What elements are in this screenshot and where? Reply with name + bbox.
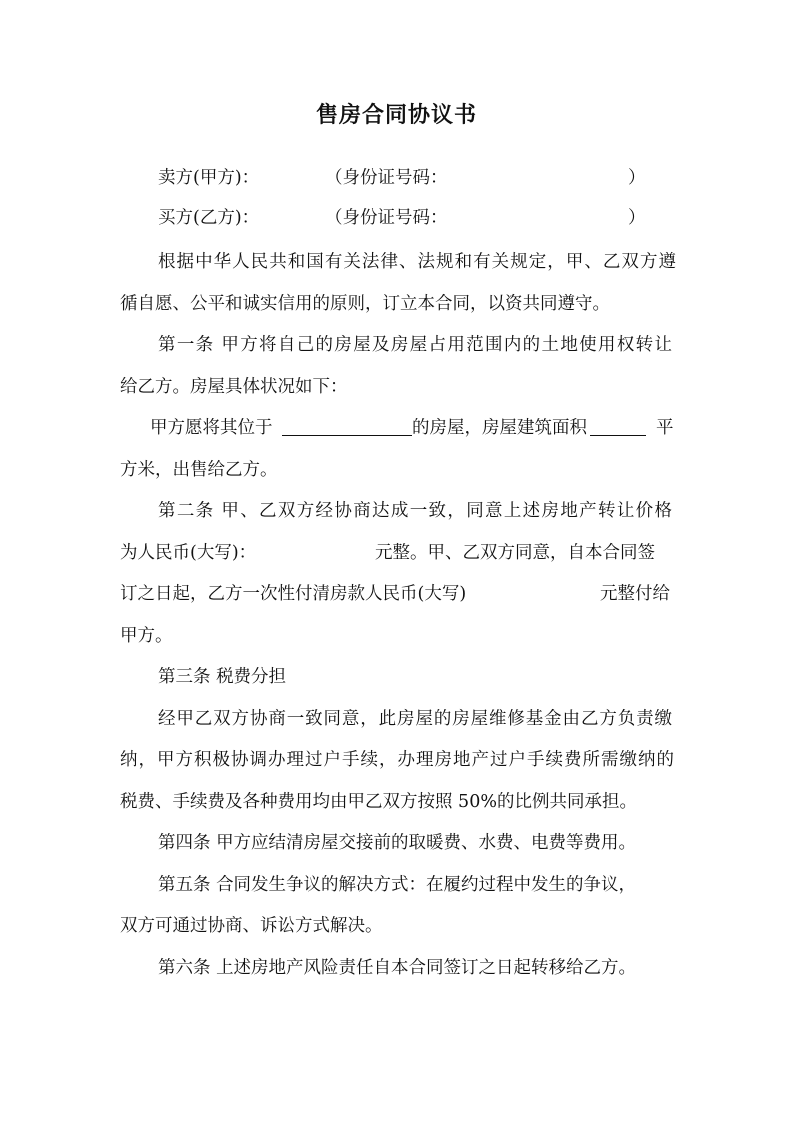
article-3-line-2: 纳，甲方积极协调办理过户手续，办理房地产过户手续费所需缴纳的 — [120, 750, 674, 770]
article-6: 第六条 上述房地产风险责任自本合同签订之日起转移给乙方。 — [158, 958, 637, 978]
price-continuation: 元整。甲、乙双方同意，自本合同签 — [375, 543, 655, 563]
document-title: 售房合同协议书 — [315, 102, 477, 128]
article-1-line-2: 给乙方。房屋具体状况如下： — [120, 377, 348, 397]
buyer-id-close: ） — [628, 208, 646, 228]
article-3-line-3: 税费、手续费及各种费用均由甲乙双方按照 50%的比例共同承担。 — [120, 792, 637, 812]
preamble-line-1: 根据中华人民共和国有关法律、法规和有关规定，甲、乙双方遵 — [158, 252, 676, 272]
buyer-id-label: （身份证号码： — [325, 208, 448, 228]
building-area-label: 的房屋，房屋建筑面积 — [412, 418, 587, 438]
property-location-label: 甲方愿将其位于 — [150, 418, 273, 438]
seller-label: 卖方(甲方)： — [158, 168, 260, 188]
article-1-line-1: 第一条 甲方将自己的房屋及房屋占用范围内的土地使用权转让 — [158, 335, 672, 355]
payment-continuation: 元整付给 — [600, 584, 670, 604]
article-3-heading: 第三条 税费分担 — [158, 667, 287, 687]
area-unit-part: 平 — [656, 418, 674, 438]
article-5-line-1: 第五条 合同发生争议的解决方式：在履约过程中发生的争议， — [158, 875, 637, 895]
article-2-line-1: 第二条 甲、乙双方经协商达成一致，同意上述房地产转让价格 — [158, 501, 672, 521]
price-label: 为人民币(大写)： — [120, 543, 257, 563]
seller-id-close: ） — [628, 168, 646, 188]
building-area-blank — [590, 417, 646, 436]
article-3-line-1: 经甲乙双方协商一致同意，此房屋的房屋维修基金由乙方负责缴 — [158, 709, 672, 729]
seller-id-label: （身份证号码： — [325, 168, 448, 188]
article-5-line-2: 双方可通过协商、诉讼方式解决。 — [120, 916, 383, 936]
buyer-label: 买方(乙方)： — [158, 208, 260, 228]
property-location-blank — [282, 417, 412, 436]
article-2-line-4: 甲方。 — [120, 626, 173, 646]
preamble-line-2: 循自愿、公平和诚实信用的原则，订立本合同，以资共同遵守。 — [120, 294, 610, 314]
article-1-detail-line-2: 方米，出售给乙方。 — [120, 460, 278, 480]
article-4: 第四条 甲方应结清房屋交接前的取暖费、水费、电费等费用。 — [158, 833, 637, 853]
payment-label: 订之日起，乙方一次性付清房款人民币(大写) — [120, 584, 467, 604]
